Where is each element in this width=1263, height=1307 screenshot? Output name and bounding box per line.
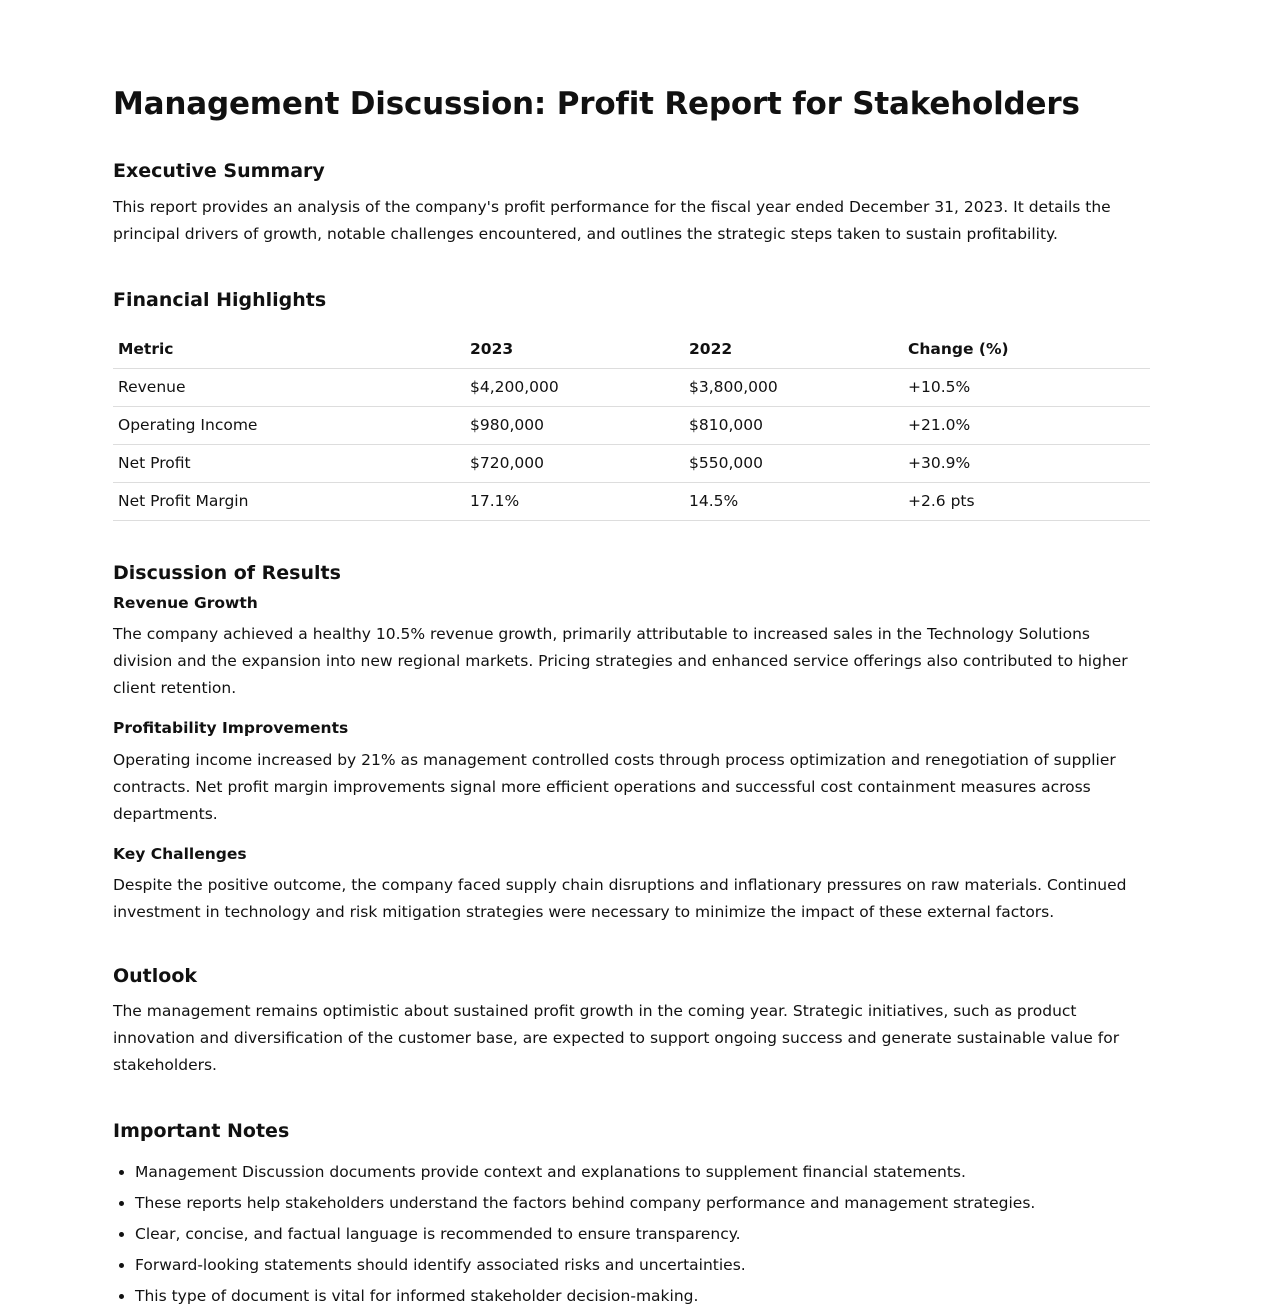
outlook-text: The management remains optimistic about sustained profit growth in the coming year. Strategic initiatives, such as product innovation and diversification of the customer base, are expected to support ongoing success and generate sustainable value for stakeholders.: [113, 1002, 1120, 1075]
table-row: [113, 406, 1150, 444]
table-cell: $720,000: [465, 444, 684, 482]
subsection-text: Despite the positive outcome, the company faced supply chain disruptions and inflationary pressures on raw materials. Continued investment in technology and risk mitigation strategies were necessary to minimize the impact of these external factors.: [113, 875, 1127, 921]
financial-highlights-heading: Financial Highlights: [113, 288, 327, 311]
list-item: • Management Discussion documents provide context and explanations to supplement financial statements.: [135, 1162, 1150, 1183]
table-row: [113, 482, 1150, 520]
table-cell: Net Profit: [113, 444, 465, 482]
column-header-metric: Metric: [113, 331, 465, 369]
subsection-heading: Profitability Improvements: [113, 719, 349, 738]
table-cell: 14.5%: [684, 482, 903, 520]
subsection-text: Operating income increased by 21% as management controlled costs through process optimization and renegotiation of supplier contracts. Net profit margin improvements signal more efficient operations and successful cost containment measures across departments.: [113, 750, 1116, 823]
executive-summary-text: This report provides an analysis of the company's profit performance for the fiscal year ended December 31, 2023. It details the principal drivers of growth, notable challenges encountered, and outlines the strategic steps taken to sustain profitability.: [113, 197, 1111, 243]
table-cell: +2.6 pts: [903, 482, 1150, 520]
notes-list: [113, 1162, 1150, 1307]
table-cell: +10.5%: [903, 368, 1150, 406]
table-cell: $4,200,000: [465, 368, 684, 406]
table-cell: $550,000: [684, 444, 903, 482]
subsection-heading: Revenue Growth: [113, 594, 258, 613]
financial-highlights-table: [113, 331, 1150, 521]
table-cell: 17.1%: [465, 482, 684, 520]
important-notes-section: [113, 1119, 1150, 1307]
table-cell: Revenue: [113, 368, 465, 406]
financial-highlights-section: [113, 288, 1150, 521]
column-header-change: Change (%): [903, 331, 1150, 369]
column-header-2023: 2023: [465, 331, 684, 369]
table-header-row: [113, 331, 1150, 369]
table-cell: +21.0%: [903, 406, 1150, 444]
page-title: Management Discussion: Profit Report for Stakeholders: [113, 86, 1080, 122]
table-row: [113, 368, 1150, 406]
table-cell: +30.9%: [903, 444, 1150, 482]
executive-summary-heading: Executive Summary: [113, 160, 325, 183]
table-cell: $3,800,000: [684, 368, 903, 406]
column-header-2022: 2022: [684, 331, 903, 369]
executive-summary-section: [113, 159, 1150, 248]
subsection-key-challenges: [113, 844, 1150, 926]
outlook-section: [113, 964, 1150, 1080]
subsection-profitability-improvements: [113, 718, 1150, 827]
subsection-revenue-growth: [113, 593, 1150, 702]
list-item: • Clear, concise, and factual language is recommended to ensure transparency.: [135, 1224, 1150, 1245]
list-item: • These reports help stakeholders understand the factors behind company performance and management strategies.: [135, 1193, 1150, 1214]
subsection-text: The company achieved a healthy 10.5% revenue growth, primarily attributable to increased sales in the Technology Solutions division and the expansion into new regional markets. Pricing strategies and enhanced service offerings also contributed to higher client retention.: [113, 625, 1128, 698]
table-cell: Net Profit Margin: [113, 482, 465, 520]
table-row: [113, 444, 1150, 482]
table-cell: $980,000: [465, 406, 684, 444]
list-item: • Forward-looking statements should identify associated risks and uncertainties.: [135, 1255, 1150, 1276]
discussion-heading: Discussion of Results: [113, 561, 341, 584]
subsection-heading: Key Challenges: [113, 844, 247, 863]
discussion-section: [113, 561, 1150, 926]
table-cell: Operating Income: [113, 406, 465, 444]
table-cell: $810,000: [684, 406, 903, 444]
important-notes-heading: Important Notes: [113, 1120, 290, 1143]
outlook-heading: Outlook: [113, 964, 198, 987]
list-item: • This type of document is vital for informed stakeholder decision-making.: [135, 1286, 1150, 1307]
